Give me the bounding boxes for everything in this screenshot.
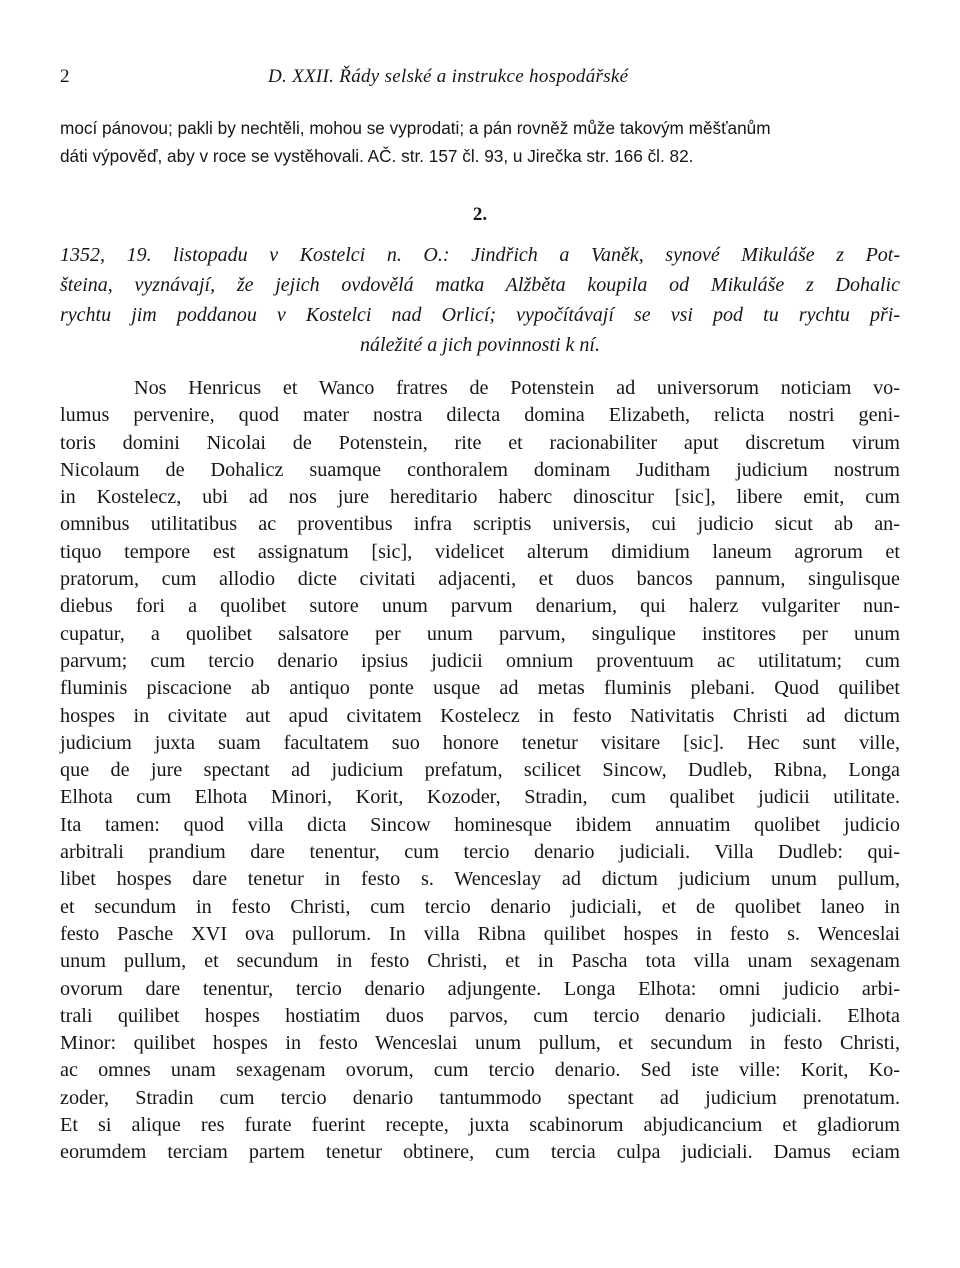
charter-line: zoder, Stradin cum tercio denario tantummodo spectant ad judicium prenotatum. [60,1086,900,1109]
charter-line: hospes in civitate aut apud civitatem Kostelecz in festo Nativitatis Christi ad dictum [60,704,900,727]
charter-line: et secundum in festo Christi, cum tercio denario judiciali, et de quolibet laneo in [60,895,900,918]
charter-line: arbitrali prandium dare tenentur, cum tercio denario judiciali. Villa Dudleb: qui- [60,841,900,864]
charter-line: ac omnes unam sexagenam ovorum, cum tercio denario. Sed iste ville: Korit, Ko- [60,1059,900,1082]
running-head [60,66,900,96]
charter-line: lumus pervenire, quod mater nostra dilecta domina Elizabeth, relicta nostri geni- [60,404,900,427]
charter-line: trali quilibet hospes hostiatim duos parvos, cum tercio denario judiciali. Elhota [60,1004,900,1027]
charter-line: parvum; cum tercio denario ipsius judicii omnium proventuum ac utilitatum; cum [60,649,900,672]
charter-line: fluminis piscacione ab antiquo ponte usque ad metas fluminis plebani. Quod quilibet [60,677,900,700]
charter-text [60,375,900,1167]
previous-document-tail [60,114,900,170]
regest-line: šteina, vyznávají, že jejich ovdovělá matka Alžběta koupila od Mikuláše z Dohalic [60,274,900,296]
charter-line: ovorum dare tenentur, tercio denario adjungente. Longa Elhota: omni judicio arbi- [60,977,900,1000]
text-line: dáti výpověď, aby v roce se vystěhovali. AČ. str. 157 čl. 93, u Jirečka str. 166 čl. 82. [60,146,694,166]
regest-line: 1352, 19. listopadu v Kostelci n. O.: Jindřich a Vaněk, synové Mikuláše z Pot- [60,244,900,266]
charter-line: pratorum, cum allodio dicte civitati adjacenti, et duos bancos pannum, singulisque [60,568,900,591]
charter-line: tiquo tempore est assignatum [sic], videlicet alterum dimidium laneum agrorum et [60,540,900,563]
charter-line: Et si alique res furate fuerint recepte, juxta scabinorum abjudicancium et gladiorum [60,1114,900,1137]
charter-line: eorumdem terciam partem tenetur obtinere, cum tercia culpa judiciali. Damus eciam [60,1141,900,1164]
charter-line: Nicolaum de Dohalicz suamque conthoralem dominam Juditham judicium nostrum [60,458,900,481]
charter-line: que de jure spectant ad judicium prefatum, scilicet Sincow, Dudleb, Ribna, Longa [60,759,900,782]
charter-line: cupatur, a quolibet salsatore per unum parvum, singulique institores per unum [60,622,900,645]
charter-line: unum pullum, et secundum in festo Christi, et in Pascha tota villa unam sexagenam [60,950,900,973]
charter-line: judicium juxta suam facultatem suo honore tenetur visitare [sic]. Hec sunt ville, [60,731,900,754]
text-line: mocí pánovou; pakli by nechtěli, mohou se vyprodati; a pán rovněž může takovým měšťanům [60,118,771,138]
charter-line: Ita tamen: quod villa dicta Sincow hominesque ibidem annuatim quolibet judicio [60,813,900,836]
section-number: 2. [472,204,488,225]
charter-line: omnibus utilitatibus ac proventibus infra scriptis universis, cui judicio sicut ab an- [60,513,900,536]
charter-line: toris domini Nicolai de Potenstein, rite et racionabiliter aput discretum virum [60,431,900,454]
charter-line: diebus fori a quolibet sutore unum parvum denarium, qui halerz vulgariter nun- [60,595,900,618]
charter-line: libet hospes dare tenetur in festo s. Wenceslay ad dictum judicium unum pullum, [60,868,900,891]
regest [60,240,900,360]
running-title: D. XXII. Řády selské a instrukce hospodářské [268,66,629,87]
charter-line: festo Pasche XVI ova pullorum. In villa Ribna quilibet hospes in festo s. Wenceslai [60,922,900,945]
charter-line: in Kostelecz, ubi ad nos jure hereditario haberc dinoscitur [sic], libere emit, cum [60,486,900,509]
regest-line: rychtu jim poddanou v Kostelci nad Orlicí; vypočítávají se vsi pod tu rychtu při- [60,304,900,326]
regest-line: náležité a jich povinnosti k ní. [360,334,600,356]
charter-line: Elhota cum Elhota Minori, Korit, Kozoder, Stradin, cum qualibet judicii utilitate. [60,786,900,809]
charter-line: Minor: quilibet hospes in festo Wenceslai unum pullum, et secundum in festo Christi, [60,1032,900,1055]
charter-line: Nos Henricus et Wanco fratres de Potenstein ad universorum noticiam vo- [134,377,900,399]
page-number: 2 [60,66,70,87]
